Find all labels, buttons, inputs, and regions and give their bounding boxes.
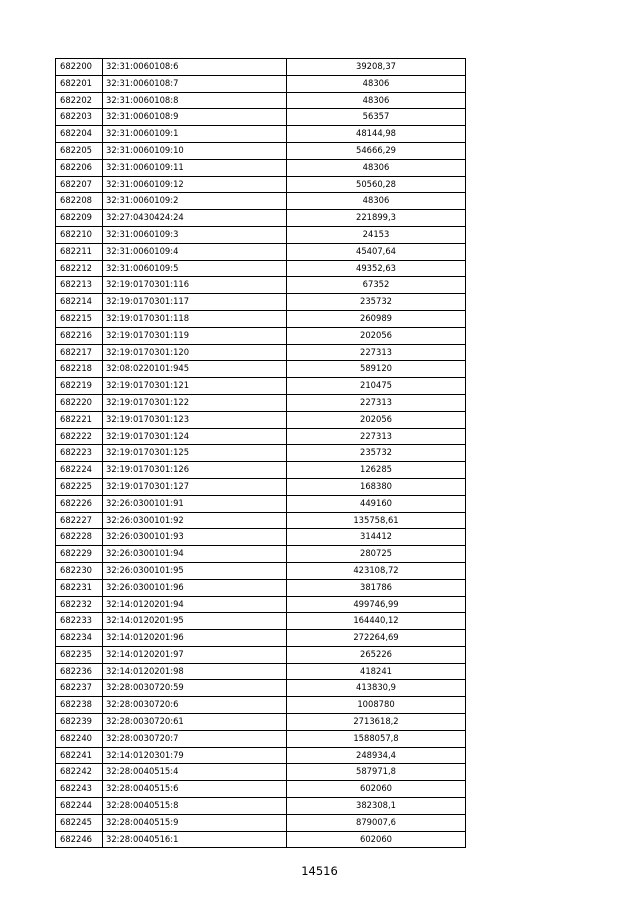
cadastral-number-cell: 32:14:0120301:79 <box>103 747 287 764</box>
table-row <box>56 75 466 92</box>
row-number-cell: 682222 <box>56 428 103 445</box>
row-number-cell: 682235 <box>56 646 103 663</box>
value-cell: 67352 <box>287 277 466 294</box>
table-row <box>56 310 466 327</box>
row-number-cell: 682246 <box>56 831 103 848</box>
value-cell: 48144,98 <box>287 126 466 143</box>
row-number-cell: 682243 <box>56 781 103 798</box>
cadastral-number-cell: 32:19:0170301:127 <box>103 478 287 495</box>
table-row <box>56 361 466 378</box>
value-cell: 272264,69 <box>287 630 466 647</box>
registry-table <box>55 58 466 848</box>
page-number: 14516 <box>301 864 338 878</box>
value-cell: 423108,72 <box>287 562 466 579</box>
cadastral-number-cell: 32:14:0120201:98 <box>103 663 287 680</box>
row-number-cell: 682231 <box>56 579 103 596</box>
value-cell: 39208,37 <box>287 59 466 76</box>
value-cell: 126285 <box>287 462 466 479</box>
row-number-cell: 682228 <box>56 529 103 546</box>
cadastral-number-cell: 32:28:0040515:8 <box>103 798 287 815</box>
cadastral-number-cell: 32:19:0170301:119 <box>103 327 287 344</box>
cadastral-number-cell: 32:31:0060109:3 <box>103 226 287 243</box>
value-cell: 202056 <box>287 327 466 344</box>
table-row <box>56 344 466 361</box>
cadastral-number-cell: 32:19:0170301:123 <box>103 411 287 428</box>
value-cell: 602060 <box>287 831 466 848</box>
row-number-cell: 682218 <box>56 361 103 378</box>
row-number-cell: 682221 <box>56 411 103 428</box>
value-cell: 54666,29 <box>287 142 466 159</box>
table-row <box>56 646 466 663</box>
row-number-cell: 682240 <box>56 730 103 747</box>
value-cell: 49352,63 <box>287 260 466 277</box>
table-row <box>56 680 466 697</box>
table-row <box>56 814 466 831</box>
row-number-cell: 682244 <box>56 798 103 815</box>
cadastral-number-cell: 32:27:0430424:24 <box>103 210 287 227</box>
row-number-cell: 682201 <box>56 75 103 92</box>
table-row <box>56 747 466 764</box>
value-cell: 168380 <box>287 478 466 495</box>
table-row <box>56 730 466 747</box>
value-cell: 210475 <box>287 378 466 395</box>
row-number-cell: 682210 <box>56 226 103 243</box>
cadastral-number-cell: 32:19:0170301:125 <box>103 445 287 462</box>
cadastral-number-cell: 32:28:0040515:6 <box>103 781 287 798</box>
row-number-cell: 682212 <box>56 260 103 277</box>
table-row <box>56 193 466 210</box>
cadastral-number-cell: 32:19:0170301:122 <box>103 394 287 411</box>
row-number-cell: 682242 <box>56 764 103 781</box>
table-row <box>56 176 466 193</box>
value-cell: 221899,3 <box>287 210 466 227</box>
table-row <box>56 462 466 479</box>
value-cell: 45407,64 <box>287 243 466 260</box>
table-row <box>56 613 466 630</box>
cadastral-number-cell: 32:31:0060108:8 <box>103 92 287 109</box>
value-cell: 382308,1 <box>287 798 466 815</box>
table-row <box>56 714 466 731</box>
value-cell: 248934,4 <box>287 747 466 764</box>
table-row <box>56 445 466 462</box>
row-number-cell: 682220 <box>56 394 103 411</box>
cadastral-number-cell: 32:26:0300101:95 <box>103 562 287 579</box>
row-number-cell: 682209 <box>56 210 103 227</box>
value-cell: 499746,99 <box>287 596 466 613</box>
row-number-cell: 682236 <box>56 663 103 680</box>
value-cell: 48306 <box>287 193 466 210</box>
value-cell: 164440,12 <box>287 613 466 630</box>
table-row <box>56 92 466 109</box>
row-number-cell: 682223 <box>56 445 103 462</box>
cadastral-number-cell: 32:26:0300101:91 <box>103 495 287 512</box>
value-cell: 449160 <box>287 495 466 512</box>
row-number-cell: 682241 <box>56 747 103 764</box>
cadastral-number-cell: 32:31:0060109:5 <box>103 260 287 277</box>
table-row <box>56 596 466 613</box>
value-cell: 227313 <box>287 344 466 361</box>
cadastral-number-cell: 32:31:0060108:9 <box>103 109 287 126</box>
value-cell: 381786 <box>287 579 466 596</box>
cadastral-number-cell: 32:19:0170301:126 <box>103 462 287 479</box>
table-row <box>56 411 466 428</box>
cadastral-number-cell: 32:31:0060108:6 <box>103 59 287 76</box>
registry-table-container <box>55 58 466 848</box>
value-cell: 50560,28 <box>287 176 466 193</box>
cadastral-number-cell: 32:14:0120201:96 <box>103 630 287 647</box>
cadastral-number-cell: 32:28:0030720:59 <box>103 680 287 697</box>
row-number-cell: 682229 <box>56 546 103 563</box>
table-row <box>56 781 466 798</box>
row-number-cell: 682200 <box>56 59 103 76</box>
table-row <box>56 210 466 227</box>
value-cell: 265226 <box>287 646 466 663</box>
value-cell: 418241 <box>287 663 466 680</box>
row-number-cell: 682217 <box>56 344 103 361</box>
cadastral-number-cell: 32:28:0040515:4 <box>103 764 287 781</box>
row-number-cell: 682225 <box>56 478 103 495</box>
row-number-cell: 682227 <box>56 512 103 529</box>
row-number-cell: 682239 <box>56 714 103 731</box>
cadastral-number-cell: 32:08:0220101:945 <box>103 361 287 378</box>
value-cell: 227313 <box>287 428 466 445</box>
row-number-cell: 682206 <box>56 159 103 176</box>
table-row <box>56 798 466 815</box>
table-row <box>56 294 466 311</box>
value-cell: 48306 <box>287 92 466 109</box>
table-row <box>56 764 466 781</box>
value-cell: 602060 <box>287 781 466 798</box>
table-row <box>56 562 466 579</box>
cadastral-number-cell: 32:14:0120201:97 <box>103 646 287 663</box>
value-cell: 235732 <box>287 294 466 311</box>
cadastral-number-cell: 32:19:0170301:117 <box>103 294 287 311</box>
cadastral-number-cell: 32:31:0060108:7 <box>103 75 287 92</box>
cadastral-number-cell: 32:31:0060109:4 <box>103 243 287 260</box>
table-row <box>56 159 466 176</box>
cadastral-number-cell: 32:31:0060109:11 <box>103 159 287 176</box>
table-row <box>56 243 466 260</box>
cadastral-number-cell: 32:31:0060109:10 <box>103 142 287 159</box>
table-row <box>56 142 466 159</box>
value-cell: 227313 <box>287 394 466 411</box>
cadastral-number-cell: 32:14:0120201:94 <box>103 596 287 613</box>
cadastral-number-cell: 32:28:0030720:61 <box>103 714 287 731</box>
cadastral-number-cell: 32:26:0300101:92 <box>103 512 287 529</box>
table-row <box>56 226 466 243</box>
row-number-cell: 682203 <box>56 109 103 126</box>
cadastral-number-cell: 32:19:0170301:120 <box>103 344 287 361</box>
row-number-cell: 682211 <box>56 243 103 260</box>
table-row <box>56 126 466 143</box>
value-cell: 413830,9 <box>287 680 466 697</box>
value-cell: 587971,8 <box>287 764 466 781</box>
cadastral-number-cell: 32:19:0170301:118 <box>103 310 287 327</box>
value-cell: 1588057,8 <box>287 730 466 747</box>
table-row <box>56 630 466 647</box>
cadastral-number-cell: 32:26:0300101:96 <box>103 579 287 596</box>
table-row <box>56 327 466 344</box>
cadastral-number-cell: 32:28:0030720:6 <box>103 697 287 714</box>
table-row <box>56 378 466 395</box>
row-number-cell: 682205 <box>56 142 103 159</box>
cadastral-number-cell: 32:31:0060109:2 <box>103 193 287 210</box>
cadastral-number-cell: 32:19:0170301:116 <box>103 277 287 294</box>
value-cell: 2713618,2 <box>287 714 466 731</box>
table-row <box>56 579 466 596</box>
cadastral-number-cell: 32:28:0040516:1 <box>103 831 287 848</box>
table-row <box>56 59 466 76</box>
row-number-cell: 682245 <box>56 814 103 831</box>
cadastral-number-cell: 32:28:0040515:9 <box>103 814 287 831</box>
value-cell: 48306 <box>287 159 466 176</box>
value-cell: 314412 <box>287 529 466 546</box>
row-number-cell: 682215 <box>56 310 103 327</box>
value-cell: 235732 <box>287 445 466 462</box>
value-cell: 24153 <box>287 226 466 243</box>
value-cell: 879007,6 <box>287 814 466 831</box>
cadastral-number-cell: 32:31:0060109:1 <box>103 126 287 143</box>
table-row <box>56 512 466 529</box>
value-cell: 260989 <box>287 310 466 327</box>
table-row <box>56 663 466 680</box>
row-number-cell: 682204 <box>56 126 103 143</box>
table-row <box>56 394 466 411</box>
cadastral-number-cell: 32:31:0060109:12 <box>103 176 287 193</box>
table-row <box>56 109 466 126</box>
value-cell: 589120 <box>287 361 466 378</box>
table-row <box>56 495 466 512</box>
row-number-cell: 682202 <box>56 92 103 109</box>
value-cell: 1008780 <box>287 697 466 714</box>
cadastral-number-cell: 32:26:0300101:94 <box>103 546 287 563</box>
row-number-cell: 682233 <box>56 613 103 630</box>
row-number-cell: 682232 <box>56 596 103 613</box>
row-number-cell: 682219 <box>56 378 103 395</box>
row-number-cell: 682238 <box>56 697 103 714</box>
cadastral-number-cell: 32:28:0030720:7 <box>103 730 287 747</box>
row-number-cell: 682213 <box>56 277 103 294</box>
row-number-cell: 682230 <box>56 562 103 579</box>
table-row <box>56 546 466 563</box>
table-row <box>56 428 466 445</box>
value-cell: 135758,61 <box>287 512 466 529</box>
row-number-cell: 682208 <box>56 193 103 210</box>
cadastral-number-cell: 32:26:0300101:93 <box>103 529 287 546</box>
value-cell: 48306 <box>287 75 466 92</box>
table-row <box>56 831 466 848</box>
registry-table-body <box>56 59 466 848</box>
value-cell: 280725 <box>287 546 466 563</box>
table-row <box>56 277 466 294</box>
table-row <box>56 260 466 277</box>
table-row <box>56 697 466 714</box>
row-number-cell: 682226 <box>56 495 103 512</box>
row-number-cell: 682214 <box>56 294 103 311</box>
row-number-cell: 682237 <box>56 680 103 697</box>
cadastral-number-cell: 32:19:0170301:121 <box>103 378 287 395</box>
table-row <box>56 478 466 495</box>
value-cell: 56357 <box>287 109 466 126</box>
value-cell: 202056 <box>287 411 466 428</box>
cadastral-number-cell: 32:19:0170301:124 <box>103 428 287 445</box>
table-row <box>56 529 466 546</box>
row-number-cell: 682234 <box>56 630 103 647</box>
cadastral-number-cell: 32:14:0120201:95 <box>103 613 287 630</box>
row-number-cell: 682224 <box>56 462 103 479</box>
row-number-cell: 682207 <box>56 176 103 193</box>
row-number-cell: 682216 <box>56 327 103 344</box>
